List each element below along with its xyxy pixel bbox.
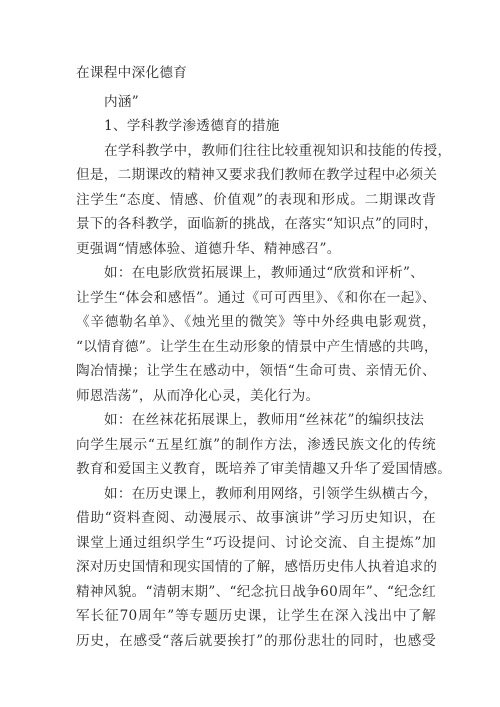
paragraph-4-line-2: 借助“资料查阅、动漫展示、故事演讲”学习历史知识，在 bbox=[76, 510, 436, 526]
paragraph-4-line-7: 历史，在感受“落后就要挨打”的那份悲壮的同时，也感受 bbox=[76, 633, 436, 649]
paragraph-1-line-5: 更强调“情感体验、道德升华、精神感召”。 bbox=[76, 241, 341, 257]
paragraph-2-line-5: 陶冶情操；让学生在感动中，领悟“生命可贵、亲情无价、 bbox=[76, 363, 436, 379]
paragraph-2-line-4: “以情育德”。让学生在生动形象的情景中产生情感的共鸣， bbox=[76, 339, 438, 355]
paragraph-2-line-6: 师恩浩荡”，从而净化心灵，美化行为。 bbox=[76, 388, 320, 404]
text-line-1: 在课程中深化德育 bbox=[76, 65, 188, 81]
paragraph-1-line-3: 注学生“态度、情感、价值观”的表现和形成。二期课改背 bbox=[76, 192, 436, 208]
paragraph-2-line-2: 让学生“体会和感悟”。通过《可可西里》、《和你在一起》、 bbox=[76, 290, 436, 306]
paragraph-3-line-1: 如：在丝袜花拓展课上，教师用“丝袜花”的编织技法 bbox=[104, 412, 425, 428]
paragraph-2-line-1: 如：在电影欣赏拓展课上，教师通过“欣赏和评析”、 bbox=[104, 265, 425, 281]
paragraph-4-line-1: 如：在历史课上，教师利用网络，引领学生纵横古今， bbox=[104, 486, 438, 502]
paragraph-1-line-2: 但是，二期课改的精神又要求我们教师在教学过程中必须关 bbox=[76, 167, 438, 183]
text-line-2: 内涵” bbox=[104, 94, 140, 110]
paragraph-2-line-3: 《辛德勒名单》、《烛光里的微笑》等中外经典电影观赏， bbox=[76, 314, 436, 330]
paragraph-4-line-3: 课堂上通过组织学生“巧设提问、讨论交流、自主提炼”加 bbox=[76, 535, 436, 551]
paragraph-1-line-1: 在学科教学中，教师们往往比较重视知识和技能的传授， bbox=[104, 143, 452, 159]
paragraph-3-line-2: 向学生展示“五星红旗”的制作方法，渗透民族文化的传统 bbox=[76, 437, 436, 453]
paragraph-4-line-4: 深对历史国情和现实国情的了解，感悟历史伟人执着追求的 bbox=[76, 559, 438, 575]
paragraph-3-line-3: 教育和爱国主义教育，既培养了审美情趣又升华了爱国情感。 bbox=[76, 461, 452, 477]
section-heading: 1、学科教学渗透德育的措施 bbox=[104, 118, 280, 134]
paragraph-4-line-5: 精神风貌。“清朝末期”、“纪念抗日战争60周年”、“纪念红 bbox=[76, 584, 436, 600]
paragraph-1-line-4: 景下的各科教学，面临新的挑战，在落实“知识点”的同时， bbox=[76, 216, 438, 232]
paragraph-4-line-6: 军长征70周年”等专题历史课，让学生在深入浅出中了解 bbox=[76, 608, 436, 624]
